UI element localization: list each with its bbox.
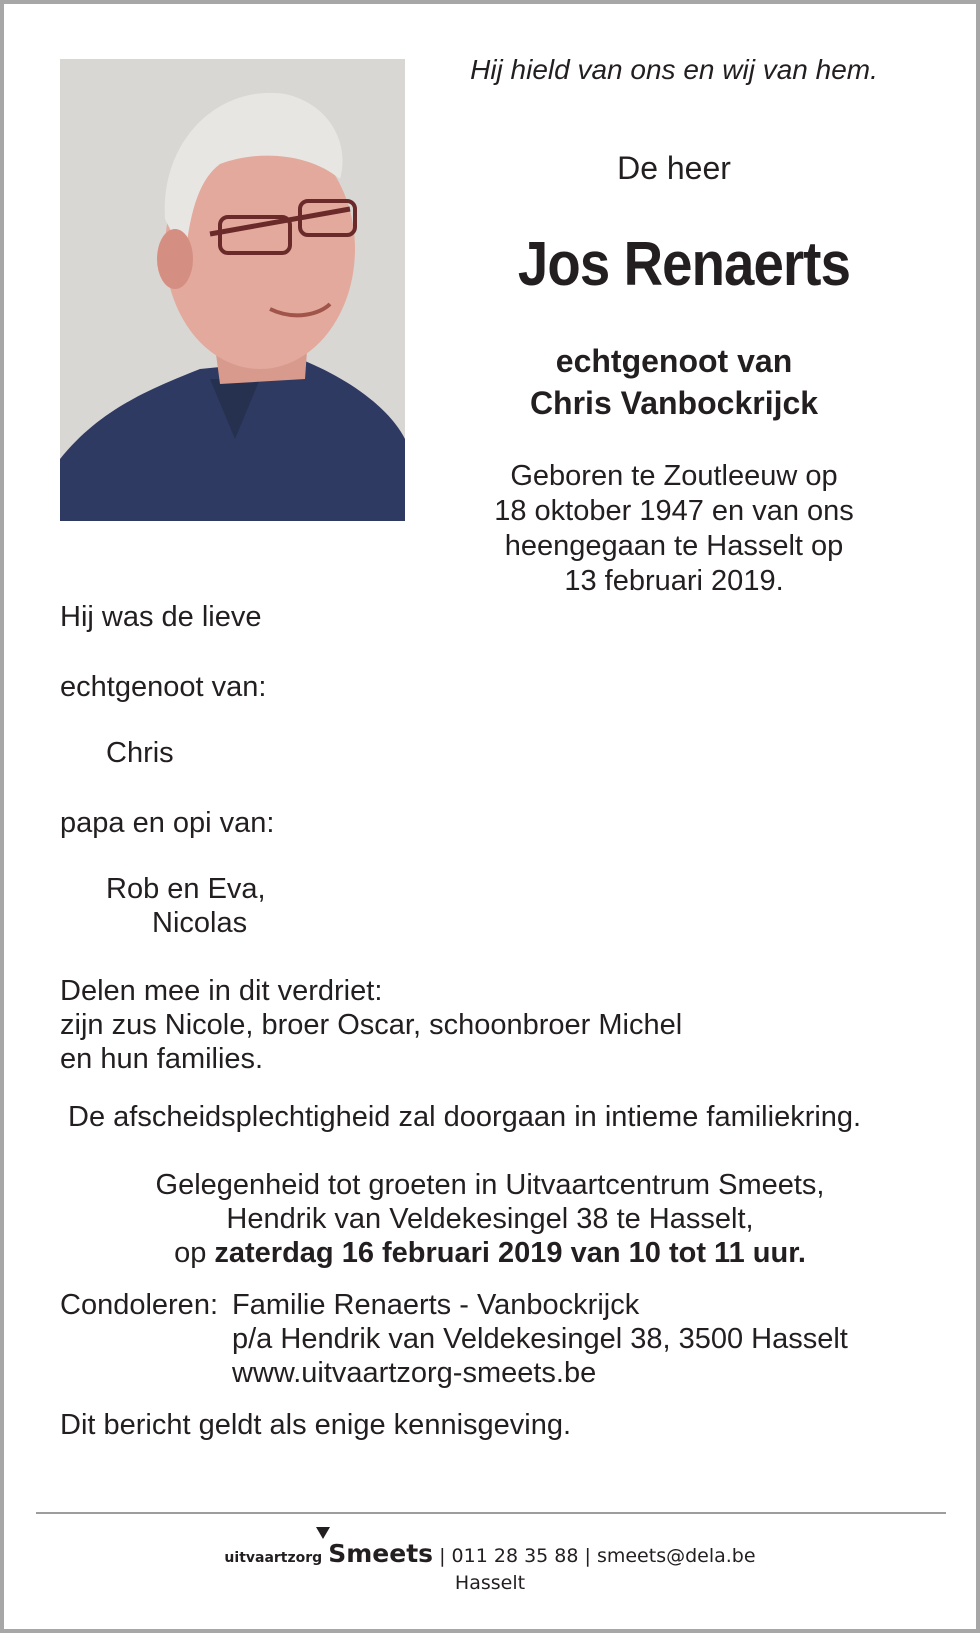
tagline: Hij hield van ons en wij van hem.: [470, 54, 878, 85]
born-line: 18 oktober 1947 en van ons: [494, 495, 854, 527]
visit-line2: Hendrik van Veldekesingel 38 te Hasselt,: [226, 1203, 754, 1235]
sharing-line2: en hun families.: [60, 1043, 264, 1075]
closing-text: Dit bericht geldt als enige kennisgeving.: [60, 1409, 572, 1441]
birth-death-text: [444, 459, 904, 599]
footer-divider: [36, 1512, 946, 1514]
footer: [4, 1539, 976, 1594]
portrait-photo: [60, 59, 405, 521]
family-intro: Hij was de lieve: [60, 601, 262, 633]
visit-line3: [4, 1236, 976, 1270]
condolences-line1: Familie Renaerts - Vanbockrijck: [232, 1289, 640, 1321]
spouse-label: echtgenoot van:: [60, 671, 267, 703]
spouse-heading-line1: echtgenoot van: [555, 343, 793, 379]
children-line1: Rob en Eva,: [106, 873, 266, 905]
footer-email-link[interactable]: smeets@dela.be: [596, 1545, 756, 1567]
farewell-text: De afscheidsplechtigheid zal doorgaan in intieme familiekring.: [68, 1101, 862, 1133]
born-line: 13 februari 2019.: [564, 565, 784, 597]
spouse-name: Chris: [106, 737, 174, 769]
children-line2: Nicolas: [152, 907, 248, 939]
condolences-label: Condoleren:: [60, 1289, 218, 1321]
spouse-heading-line2: Chris Vanbockrijck: [529, 385, 819, 421]
footer-city: Hasselt: [454, 1572, 526, 1594]
born-line: Geboren te Zoutleeuw op: [510, 460, 838, 492]
visit-line1: Gelegenheid tot groeten in Uitvaartcentrum Smeets,: [155, 1169, 825, 1201]
footer-brand: Smeets: [328, 1539, 434, 1568]
sharing-line1: zijn zus Nicole, broer Oscar, schoonbroer Michel: [60, 1009, 683, 1041]
condolences-address: p/a Hendrik van Veldekesingel 38, 3500 Hasselt: [232, 1323, 848, 1355]
footer-contact: [4, 1539, 976, 1568]
footer-phone: | 011 28 35 88 |: [439, 1545, 591, 1567]
footer-prefix: uitvaartzorg: [224, 1550, 323, 1566]
spouse-heading: [444, 340, 904, 424]
visit-date-time: zaterdag 16 februari 2019 van 10 tot 11 uur.: [214, 1237, 806, 1269]
children-label: papa en opi van:: [60, 807, 275, 839]
brand-triangle-icon: [316, 1527, 330, 1539]
born-line: heengegaan te Hasselt op: [504, 530, 844, 562]
salutation: De heer: [617, 150, 731, 186]
condolences-website-link[interactable]: www.uitvaartzorg-smeets.be: [232, 1357, 597, 1389]
visit-line3-prefix: op: [174, 1237, 215, 1269]
footer-brand-logo: [328, 1539, 433, 1568]
deceased-name: Jos Renaerts: [517, 230, 851, 299]
sharing-label: Delen mee in dit verdriet:: [60, 975, 383, 1007]
